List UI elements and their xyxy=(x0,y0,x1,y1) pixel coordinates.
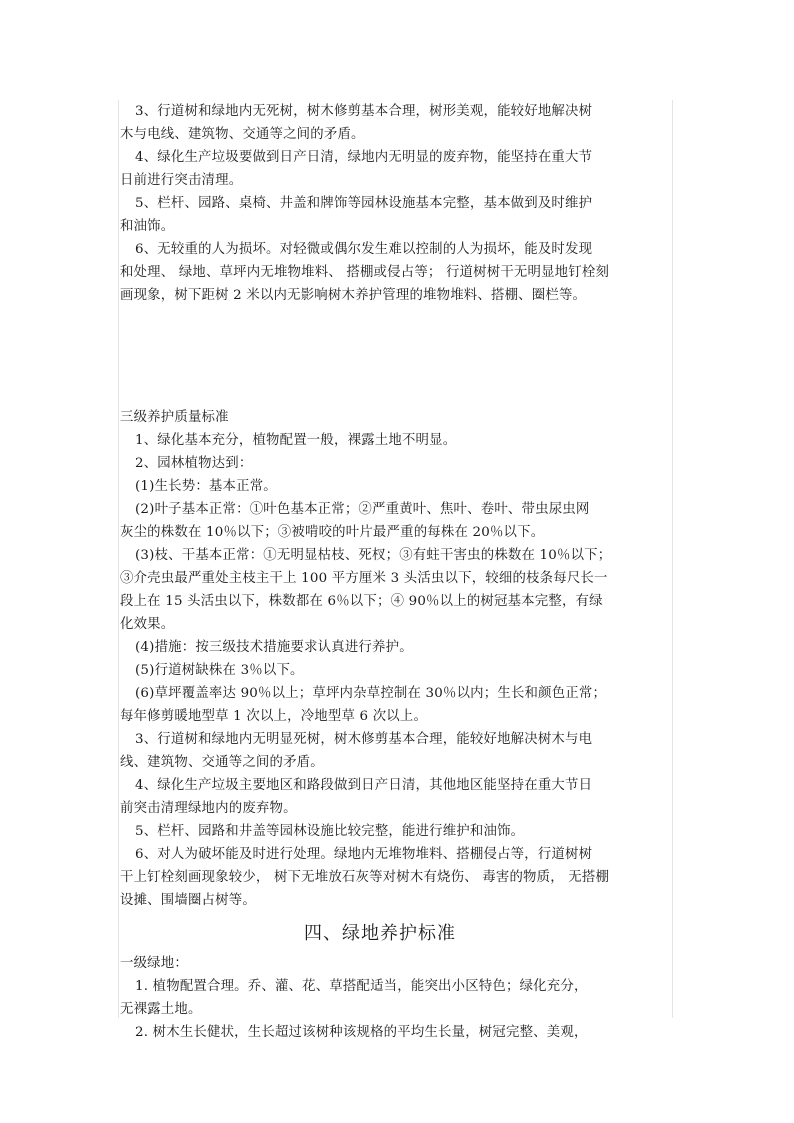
paragraph-line: 4、绿化生产垃圾主要地区和路段做到日产日清，其他地区能坚持在重大节日 xyxy=(135,778,593,793)
paragraph-line: 化效果。 xyxy=(120,617,175,632)
paragraph-line: 6、对人为破坏能及时进行处理。绿地内无堆物堆料、搭棚侵占等，行道树树 xyxy=(135,847,593,862)
section4-block xyxy=(120,916,670,1044)
paragraph-line: 1. 植物配置合理。乔、灌、花、草搭配适当，能突出小区特色；绿化充分， xyxy=(135,979,588,994)
paragraph-line: 4、绿化生产垃圾要做到日产日清，绿地内无明显的废弃物，能坚持在重大节 xyxy=(135,150,593,165)
paragraph-line: (2)叶子基本正常：①叶色基本正常；②严重黄叶、焦叶、卷叶、带虫尿虫网 xyxy=(135,502,590,517)
paragraph-line: 日前进行突击清理。 xyxy=(120,173,243,188)
paragraph-line: (5)行道树缺株在 3％以下。 xyxy=(135,663,304,678)
paragraph-line: 线、建筑物、交通等之间的矛盾。 xyxy=(120,755,324,770)
paragraph-line: 6、无较重的人为损坏。对轻微或偶尔发生难以控制的人为损坏，能及时发现 xyxy=(135,242,593,257)
paragraph-line: (3)枝、干基本正常：①无明显枯枝、死杈；③有蛀干害虫的株数在 10％以下； xyxy=(135,548,612,563)
paragraph-line: (4)措施：按三级技术措施要求认真进行养护。 xyxy=(135,640,413,655)
paragraph-line: 每年修剪暖地型草 1 次以上，冷地型草 6 次以上。 xyxy=(120,709,428,724)
paragraph-line: 设摊、围墙圈占树等。 xyxy=(120,893,256,908)
paragraph-line: 5、栏杆、园路、桌椅、井盖和牌饰等园林设施基本完整，基本做到及时维护 xyxy=(135,196,593,211)
paragraph-line: ③介壳虫最严重处主枝主干上 100 平方厘米 3 头活虫以下，较细的枝条每尺长一 xyxy=(120,571,608,586)
paragraph-line: 3、行道树和绿地内无明显死树，树木修剪基本合理，能较好地解决树木与电 xyxy=(135,732,593,747)
paragraph-line: 干上钉栓刻画现象较少， 树下无堆放石灰等对树木有烧伤、 毒害的物质， 无搭棚 xyxy=(120,870,610,885)
paragraph-line: 和油饰。 xyxy=(120,219,175,234)
document-page xyxy=(120,100,670,1044)
paragraph-line: 前突击清理绿地内的废弃物。 xyxy=(120,801,297,816)
paragraph-line: 灰尘的株数在 10％以下；③被啃咬的叶片最严重的每株在 20％以下。 xyxy=(120,525,545,540)
blank-space xyxy=(120,307,670,406)
section-title: 三级养护质量标准 xyxy=(120,410,229,425)
paragraph-line: (6)草坪覆盖率达 90％以上；草坪内杂草控制在 30％以内；生长和颜色正常； xyxy=(135,686,607,701)
level3-standard-block xyxy=(120,406,670,912)
paragraph-line: (1)生长势：基本正常。 xyxy=(135,479,277,494)
paragraph-line: 段上在 15 头活虫以下，株数都在 6％以下；④ 90％以上的树冠基本完整，有绿 xyxy=(120,594,603,609)
paragraph-line: 3、行道树和绿地内无死树，树木修剪基本合理，树形美观，能较好地解决树 xyxy=(135,104,593,119)
section-heading: 四、绿地养护标准 xyxy=(304,923,456,944)
page-right-border xyxy=(672,100,673,1018)
paragraph-line: 和处理、 绿地、草坪内无堆物堆料、 搭棚或侵占等； 行道树树干无明显地钉栓刻 xyxy=(120,265,610,280)
paragraph-line: 无裸露土地。 xyxy=(120,1002,202,1017)
section2-tail-block xyxy=(120,100,670,307)
paragraph-line: 5、栏杆、园路和井盖等园林设施比较完整，能进行维护和油饰。 xyxy=(135,824,525,839)
page-left-border xyxy=(118,100,119,1018)
subsection-title: 一级绿地： xyxy=(120,956,188,971)
paragraph-line: 2、园林植物达到： xyxy=(135,456,253,471)
paragraph-line: 木与电线、建筑物、交通等之间的矛盾。 xyxy=(120,127,365,142)
paragraph-line: 画现象，树下距树 2 米以内无影响树木养护管理的堆物堆料、搭棚、圈栏等。 xyxy=(120,288,587,303)
paragraph-line: 1、绿化基本充分，植物配置一般，裸露土地不明显。 xyxy=(135,433,457,448)
paragraph-line: 2. 树木生长健状，生长超过该树种该规格的平均生长量，树冠完整、美观， xyxy=(135,1025,588,1040)
